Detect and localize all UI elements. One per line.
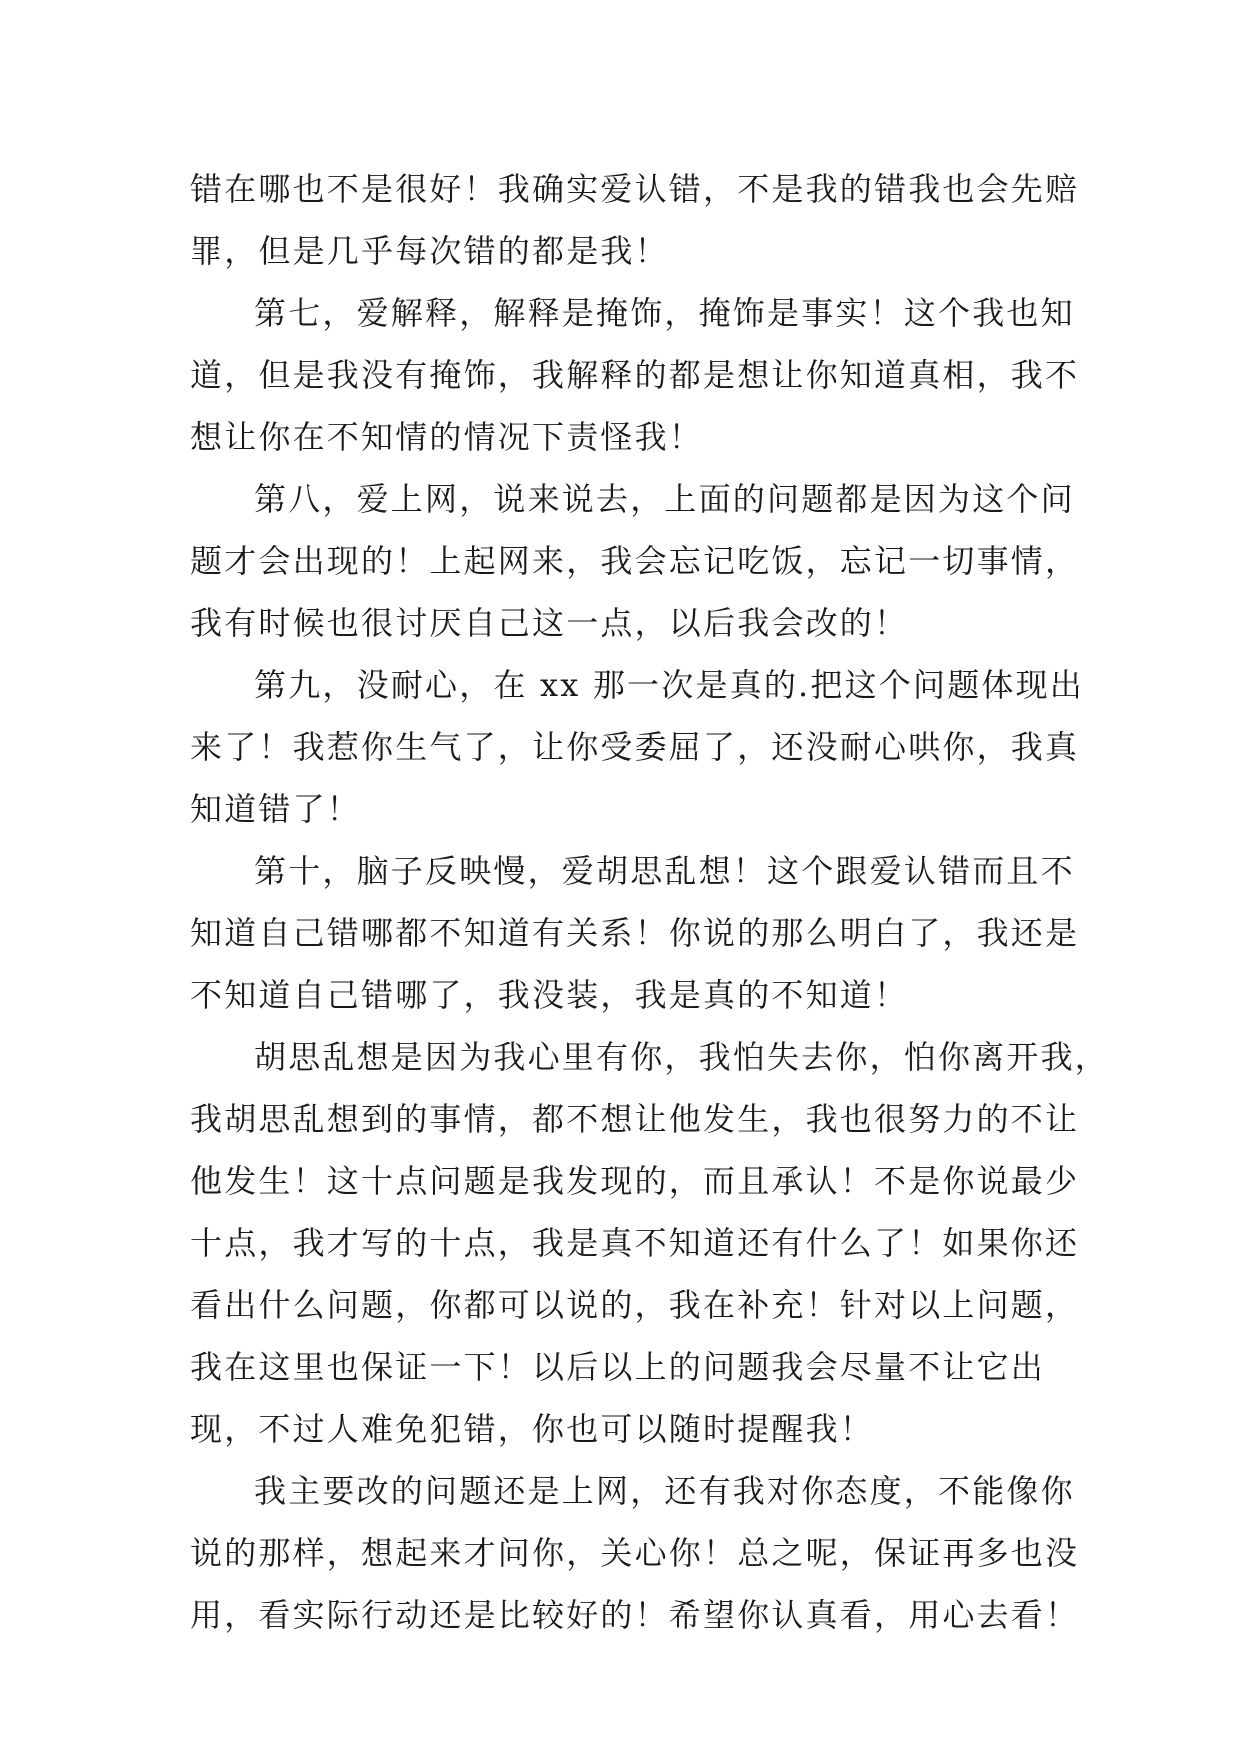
text-line: 第十，脑子反映慢，爱胡思乱想！这个跟爱认错而且不	[254, 852, 1075, 890]
text-line: 我胡思乱想到的事情，都不想让他发生，我也很努力的不让	[190, 1100, 1080, 1138]
document-body	[190, 158, 1110, 1646]
text-line: 胡思乱想是因为我心里有你，我怕失去你，怕你离开我，	[254, 1038, 1110, 1076]
text-line: 想让你在不知情的情况下责怪我！	[190, 418, 704, 456]
text-line: 他发生！这十点问题是我发现的，而且承认！不是你说最少	[190, 1162, 1080, 1200]
text-line: 罪，但是几乎每次错的都是我！	[190, 232, 669, 270]
text-line: 不知道自己错哪了，我没装，我是真的不知道！	[190, 976, 909, 1014]
text-line: 第七，爱解释，解释是掩饰，掩饰是事实！这个我也知	[254, 294, 1075, 332]
text-line: 我主要改的问题还是上网，还有我对你态度，不能像你	[254, 1472, 1075, 1510]
text-line: 第九，没耐心，在 xx 那一次是真的.把这个问题体现出	[254, 666, 1085, 704]
text-line: 现，不过人难免犯错，你也可以随时提醒我！	[190, 1410, 875, 1448]
text-line: 十点，我才写的十点，我是真不知道还有什么了！如果你还	[190, 1224, 1080, 1262]
text-line: 知道自己错哪都不知道有关系！你说的那么明白了，我还是	[190, 914, 1080, 952]
text-line: 错在哪也不是很好！我确实爱认错，不是我的错我也会先赔	[190, 170, 1080, 208]
text-line: 第八，爱上网，说来说去，上面的问题都是因为这个问	[254, 480, 1075, 518]
text-line: 我有时候也很讨厌自己这一点，以后我会改的！	[190, 604, 909, 642]
text-line: 题才会出现的！上起网来，我会忘记吃饭，忘记一切事情，	[190, 542, 1080, 580]
text-line: 用，看实际行动还是比较好的！希望你认真看，用心去看！	[190, 1596, 1080, 1634]
text-line: 说的那样，想起来才问你，关心你！总之呢，保证再多也没	[190, 1534, 1080, 1572]
text-line: 知道错了！	[190, 790, 362, 828]
text-line: 来了！我惹你生气了，让你受委屈了，还没耐心哄你，我真	[190, 728, 1080, 766]
text-line: 我在这里也保证一下！以后以上的问题我会尽量不让它出	[190, 1348, 1046, 1386]
text-line: 道，但是我没有掩饰，我解释的都是想让你知道真相，我不	[190, 356, 1080, 394]
text-line: 看出什么问题，你都可以说的，我在补充！针对以上问题，	[190, 1286, 1080, 1324]
